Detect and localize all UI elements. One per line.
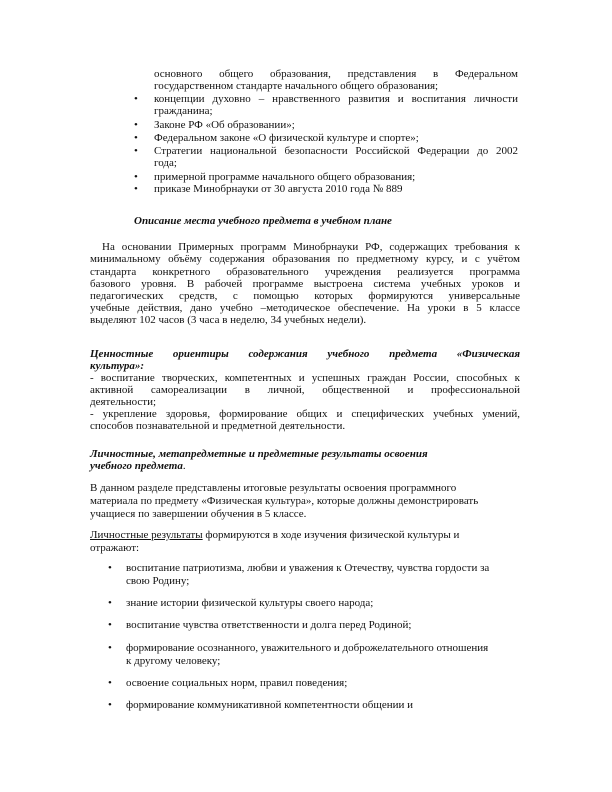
paragraph-line: выделяют 102 часов (3 часа в неделю, 34 учебных недели). xyxy=(90,314,367,326)
list-item: Стратегии национальной безопасности Российской Федерации до 2002 xyxy=(154,145,518,157)
bullet-icon: • xyxy=(108,597,112,609)
paragraph-line: минимальному объёму содержания образования по предметному курсу, и с учётом xyxy=(90,253,520,265)
bullet-icon: • xyxy=(108,562,112,574)
list-item: Федеральном законе «О физической культуре и спорте»; xyxy=(154,132,419,144)
paragraph-line: На основании Примерных программ Минобрнауки РФ, содержащих требования к xyxy=(102,241,520,253)
list-continuation-line: государственном стандарте начального общего образования; xyxy=(154,80,439,92)
bullet-icon: • xyxy=(134,119,138,131)
bullet-icon: • xyxy=(134,132,138,144)
paragraph-line: В данном разделе представлены итоговые результаты освоения программного xyxy=(90,482,457,494)
section-heading: учебного предмета xyxy=(90,460,183,472)
list-continuation-line: основного общего образования, представления в Федеральном xyxy=(154,68,518,80)
personal-results-label: Личностные результаты xyxy=(90,529,203,541)
paragraph-line: отражают: xyxy=(90,542,140,554)
list-item: формирование коммуникативной компетентности общении и xyxy=(126,699,414,711)
section-heading: Ценностные ориентиры содержания учебного предмета «Физическая xyxy=(90,348,520,360)
bullet-icon: • xyxy=(108,699,112,711)
personal-results-text: формируются в ходе изучения физической культуры и xyxy=(202,529,460,541)
paragraph-line: деятельности; xyxy=(90,396,157,408)
paragraph-line: учебные действия, дано учебно –методическое обеспечение. На уроки в 5 классе xyxy=(90,302,520,314)
list-item: свою Родину; xyxy=(126,575,190,587)
list-item: года; xyxy=(154,157,177,169)
paragraph-line: - укрепление здоровья, формирование общих и специфических учебных умений, xyxy=(90,408,520,420)
section-heading: Описание места учебного предмета в учебном плане xyxy=(134,215,392,227)
bullet-icon: • xyxy=(134,145,138,157)
bullet-icon: • xyxy=(134,171,138,183)
bullet-icon: • xyxy=(108,677,112,689)
paragraph-line: стандарта конкретного образовательного учреждения реализуется программа xyxy=(90,266,520,278)
list-item: Законе РФ «Об образовании»; xyxy=(154,119,295,131)
bullet-icon: • xyxy=(134,93,138,105)
list-item: гражданина; xyxy=(154,105,213,117)
paragraph-line: учащиеся по завершении обучения в 5 классе. xyxy=(90,508,307,520)
paragraph-line: - воспитание творческих, компетентных и успешных граждан России, способных к xyxy=(90,372,520,384)
section-heading: культура»: xyxy=(90,360,145,372)
paragraph-line xyxy=(90,529,459,542)
list-item: к другому человеку; xyxy=(126,655,221,667)
paragraph-line: базового уровня. В рабочей программе выстроена система учебных уроков и xyxy=(90,278,520,290)
bullet-icon: • xyxy=(108,619,112,631)
list-item: формирование осознанного, уважительного и доброжелательного отношения xyxy=(126,642,489,654)
heading-period: . xyxy=(182,460,186,472)
list-item: воспитание патриотизма, любви и уважения к Отечеству, чувства гордости за xyxy=(126,562,490,574)
section-heading-line xyxy=(90,460,186,473)
paragraph-line: активной самореализации в личной, общественной и профессиональной xyxy=(90,384,520,396)
bullet-icon: • xyxy=(134,183,138,195)
list-item: освоение социальных норм, правил поведения; xyxy=(126,677,348,689)
list-item: воспитание чувства ответственности и долга перед Родиной; xyxy=(126,619,412,631)
section-heading: Личностные, метапредметные и предметные результаты освоения xyxy=(90,448,428,460)
list-item: примерной программе начального общего образования; xyxy=(154,171,416,183)
paragraph-line: материала по предмету «Физическая культура», которые должны демонстрировать xyxy=(90,495,479,507)
paragraph-line: педагогических средств, с помощью которых формируются универсальные xyxy=(90,290,520,302)
paragraph-line: способов познавательной и предметной деятельности. xyxy=(90,420,346,432)
list-item: концепции духовно – нравственного развития и воспитания личности xyxy=(154,93,518,105)
bullet-icon: • xyxy=(108,642,112,654)
list-item: приказе Минобрнауки от 30 августа 2010 года № 889 xyxy=(154,183,403,195)
list-item: знание истории физической культуры своего народа; xyxy=(126,597,374,609)
